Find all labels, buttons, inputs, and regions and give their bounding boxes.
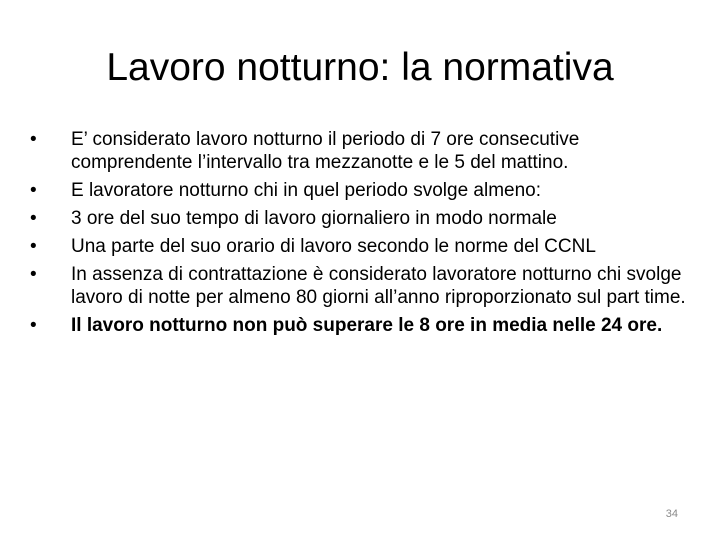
bullet-item [30, 263, 702, 309]
bullet-list [30, 128, 702, 342]
bullet-item [30, 179, 702, 202]
bullet-item [30, 207, 702, 230]
bullet-text: Il lavoro notturno non può superare le 8 ore in media nelle 24 ore. [71, 315, 663, 336]
bullet-icon: • [30, 129, 37, 150]
bullet-item-emphasis [30, 314, 702, 337]
bullet-text: 3 ore del suo tempo di lavoro giornaliero in modo normale [71, 208, 557, 229]
bullet-icon: • [30, 208, 37, 229]
bullet-icon: • [30, 236, 37, 257]
bullet-icon: • [30, 180, 37, 201]
bullet-text: E lavoratore notturno chi in quel periodo svolge almeno: [71, 180, 542, 201]
bullet-text: E’ considerato lavoro notturno il periodo di 7 ore consecutive comprendente l’intervallo tra mezzanotte e le 5 del mattino. [71, 129, 580, 173]
slide-title: Lavoro notturno: la normativa [106, 46, 614, 89]
bullet-item [30, 235, 702, 258]
bullet-text: Una parte del suo orario di lavoro secondo le norme del CCNL [71, 236, 596, 257]
bullet-text: In assenza di contrattazione è considerato lavoratore notturno chi svolge lavoro di notte per almeno 80 giorni all’anno riproporzionato sul part time. [71, 264, 686, 308]
bullet-icon: • [30, 315, 37, 336]
slide-number: 34 [665, 508, 678, 520]
bullet-icon: • [30, 264, 37, 285]
bullet-item [30, 128, 702, 174]
